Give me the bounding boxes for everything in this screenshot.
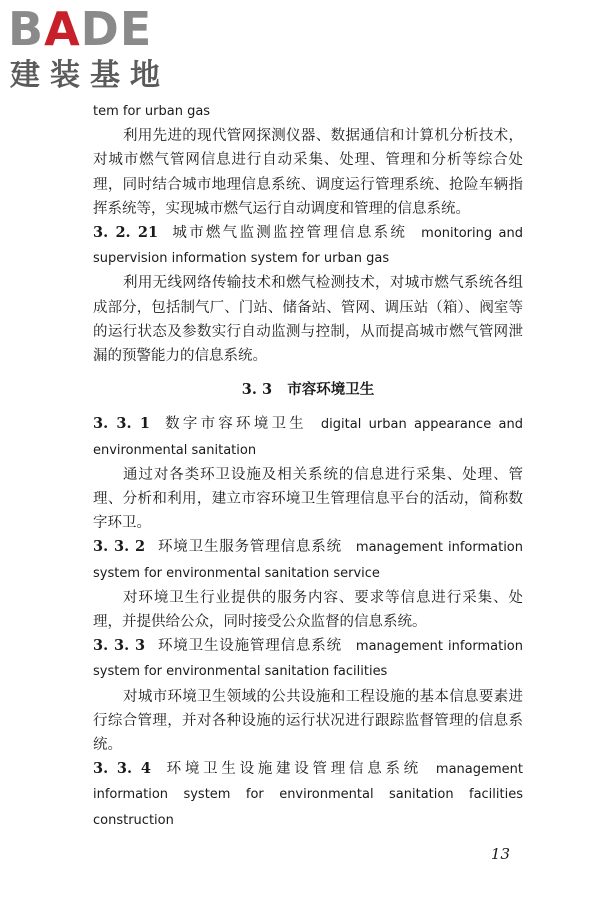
term-number: 3. 3. 1: [93, 415, 150, 433]
term-english: management information system for environmental sanitation facilities construction: [93, 762, 524, 828]
term-heading-3-3-3: [93, 634, 523, 684]
term-english: digital urban appearance and environmental sanitation: [93, 417, 523, 458]
term-number: 3. 3. 3: [93, 637, 146, 655]
term-heading-3-3-1: [93, 412, 523, 462]
term-chinese: 数字市容环境卫生: [161, 416, 307, 433]
logo-wordmark: [8, 4, 152, 54]
paragraph-definition: 利用先进的现代管网探测仪器、数据通信和计算机分析技术，对城市燃气管网信息进行自动采集、处理、管理和分析等综合处理，同时结合城市地理信息系统、调度运行管理系统、抢险车辆指挥系统等，实现城市燃气运行自动调度和管理的信息系统。: [93, 128, 523, 217]
term-definition-3-3-1: 通过对各类环卫设施及相关系统的信息进行采集、处理、管理、分析和利用，建立市容环境卫生管理信息平台的活动，简称数字环卫。: [93, 466, 523, 532]
bade-logo: [8, 4, 188, 99]
term-chinese: 城市燃气监测监控管理信息系统: [170, 225, 408, 242]
document-body: [93, 100, 523, 833]
term-definition-3-2-21: 利用无线网络传输技术和燃气检测技术，对城市燃气系统各组成部分，包括制气厂、门站、储备站、管网、调压站（箱）、阀室等的运行状态及参数实行自动监测与控制，从而提高城市燃气管网泄漏的预警能力的信息系统。: [93, 275, 523, 365]
term-english: management information system for environmental sanitation facilities: [93, 639, 523, 680]
term-english: management information system for environmental sanitation service: [93, 540, 523, 581]
section-title: 市容环境卫生: [287, 381, 375, 399]
term-chinese: 环境卫生设施建设管理信息系统: [162, 761, 422, 778]
term-heading-3-2-21: [93, 221, 523, 271]
logo-letter-b: B: [8, 2, 45, 56]
logo-subtitle: 建装基地: [10, 58, 170, 93]
term-english: monitoring and supervision information system for urban gas: [93, 226, 523, 267]
term-number: 3. 2. 21: [93, 224, 159, 242]
logo-letter-a: A: [44, 2, 81, 56]
term-definition-3-3-3: 对城市环境卫生领域的公共设施和工程设施的基本信息要素进行综合管理，并对各种设施的运行状况进行跟踪监督管理的信息系统。: [93, 688, 523, 754]
section-number: 3. 3: [241, 381, 273, 399]
section-heading-3-3: [93, 378, 523, 402]
term-definition-3-3-2: 对环境卫生行业提供的服务内容、要求等信息进行采集、处理，并提供给公众，同时接受公众监督的信息系统。: [93, 589, 523, 631]
term-chinese: 环境卫生设施管理信息系统: [157, 638, 342, 655]
term-number: 3. 3. 4: [93, 760, 151, 778]
continued-english-line: tem for urban gas: [93, 104, 211, 119]
logo-letters-de: DE: [80, 2, 153, 56]
term-chinese: 环境卫生服务管理信息系统: [157, 539, 342, 556]
term-heading-3-3-2: [93, 535, 523, 585]
term-heading-3-3-4: [93, 757, 523, 833]
page-number: 13: [490, 845, 510, 863]
term-number: 3. 3. 2: [93, 538, 146, 556]
